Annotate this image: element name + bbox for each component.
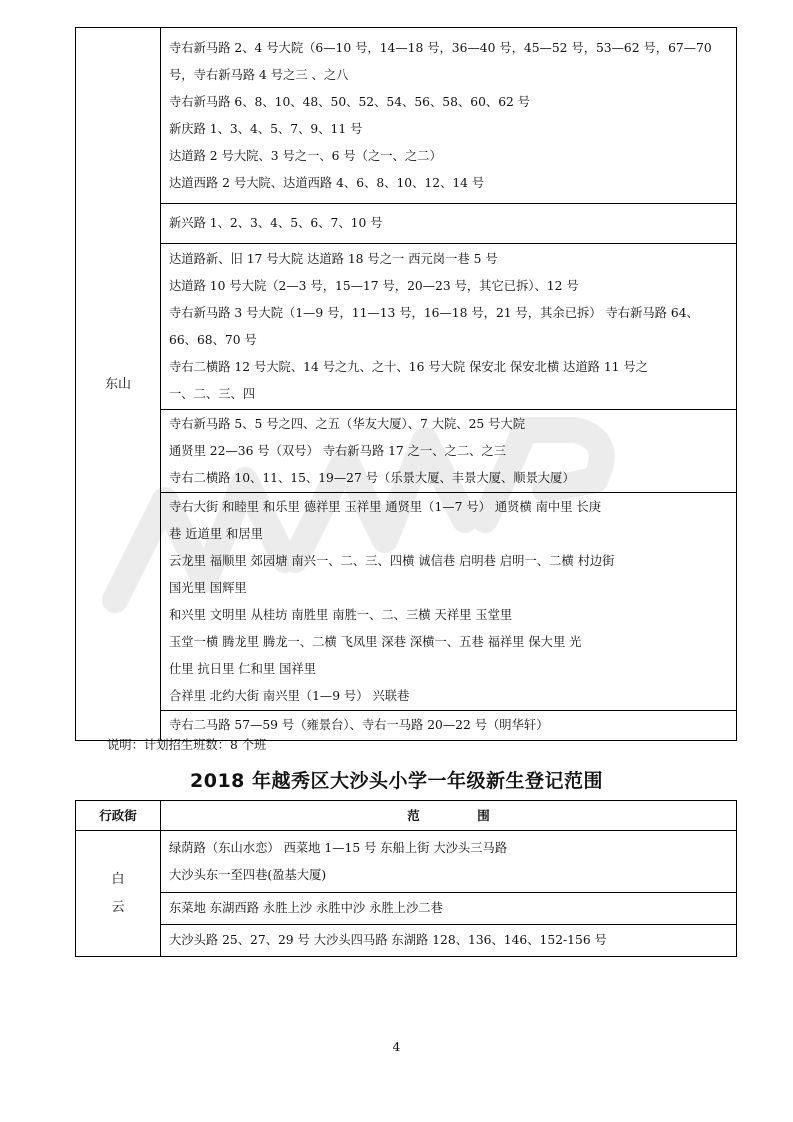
range-line: 达道西路 2 号大院、达道西路 4、6、8、10、12、14 号 — [169, 176, 485, 190]
range-cell — [161, 925, 737, 957]
range-line: 大沙头东一至四巷(盈基大厦) — [169, 868, 327, 882]
range-cell — [161, 831, 737, 893]
range-line: 东菜地 东湖西路 永胜上沙 永胜中沙 永胜上沙二巷 — [169, 901, 443, 915]
range-line: 新庆路 1、3、4、5、7、9、11 号 — [169, 122, 363, 136]
page-number: 4 — [392, 1040, 401, 1054]
range-line: 达道路 2 号大院、3 号之一、6 号（之一、之二） — [169, 149, 442, 163]
range-line: 仕里 抗日里 仁和里 国祥里 — [169, 662, 316, 676]
range-line: 通贤里 22—36 号（双号） 寺右新马路 17 之一、之二、之三 — [169, 444, 507, 458]
table-row — [76, 410, 737, 493]
table-row — [76, 204, 737, 244]
range-line: 巷 近道里 和居里 — [169, 527, 263, 541]
range-line: 寺右新马路 2、4 号大院（6—10 号，14—18 号，36—40 号，45—52 号，53—62 号，67—70 — [169, 41, 712, 55]
header-range — [161, 801, 737, 831]
range-line: 一、二、三、四 — [169, 387, 256, 401]
range-line: 寺右大街 和睦里 和乐里 德祥里 玉祥里 通贤里（1—7 号） 通贤横 南中里 长庚 — [169, 500, 602, 514]
range-line: 寺右新马路 3 号大院（1—9 号，11—13 号，16—18 号，21 号，其余已拆） 寺右新马路 64、 — [169, 306, 699, 320]
range-line: 寺右二横路 12 号大院、14 号之九、之十、16 号大院 保安北 保安北横 达道路 11 号之 — [169, 360, 648, 374]
range-line: 号，寺右新马路 4 号之三 、之八 — [169, 68, 349, 82]
table-row — [76, 831, 737, 893]
header-range-char: 范 — [407, 808, 420, 823]
district-cell — [76, 28, 161, 741]
table-header-row — [76, 801, 737, 831]
range-line: 玉堂一横 腾龙里 腾龙一、二横 飞凤里 深巷 深横一、五巷 福祥里 保大里 光 — [169, 635, 582, 649]
header-range-char: 围 — [477, 808, 490, 823]
table-row — [76, 244, 737, 410]
class-count-note: 说明：计划招生班数：8 个班 — [107, 738, 267, 752]
range-line: 新兴路 1、2、3、4、5、6、7、10 号 — [169, 216, 383, 230]
range-line: 寺右二马路 57—59 号（雍景台）、寺右一马路 20—22 号（明华轩） — [169, 718, 549, 732]
range-line: 云龙里 福顺里 郊园塘 南兴一、二、三、四横 诚信巷 启明巷 启明一、二横 村边街 — [169, 554, 615, 568]
range-line: 寺右新马路 5、5 号之四、之五（华友大厦）、7 大院、25 号大院 — [169, 417, 526, 431]
enrollment-table-dongshan — [75, 27, 737, 741]
range-cell — [161, 893, 737, 925]
district-char: 云 — [111, 899, 125, 915]
table-row — [76, 493, 737, 711]
range-cell — [161, 244, 737, 410]
table-row — [76, 28, 737, 204]
range-line: 达道路新、旧 17 号大院 达道路 18 号之一 西元岗一巷 5 号 — [169, 252, 498, 266]
table-row — [76, 893, 737, 925]
page-title: 2018 年越秀区大沙头小学一年级新生登记范围 — [190, 770, 603, 792]
range-line: 66、68、70 号 — [169, 333, 257, 347]
range-line: 和兴里 文明里 从桂坊 南胜里 南胜一、二、三横 天祥里 玉堂里 — [169, 608, 513, 622]
range-line: 达道路 10 号大院（2—3 号，15—17 号，20—23 号，其它已拆）、12 号 — [169, 279, 579, 293]
district-label: 东山 — [104, 376, 131, 392]
range-line: 国光里 国辉里 — [169, 581, 247, 595]
range-line: 大沙头路 25、27、29 号 大沙头四马路 东湖路 128、136、146、152-156 号 — [169, 933, 607, 947]
range-cell — [161, 410, 737, 493]
range-line: 寺右新马路 6、8、10、48、50、52、54、56、58、60、62 号 — [169, 95, 531, 109]
range-cell — [161, 28, 737, 204]
enrollment-table-baiyun — [75, 800, 737, 957]
range-line: 寺右二横路 10、11、15、19—27 号（乐景大厦、丰景大厦、顺景大厦） — [169, 471, 575, 485]
range-cell — [161, 204, 737, 244]
range-line: 合祥里 北约大街 南兴里（1—9 号） 兴联巷 — [169, 689, 410, 703]
range-line: 绿荫路（东山水恋） 西菜地 1—15 号 东船上街 大沙头三马路 — [169, 841, 508, 855]
table-row — [76, 925, 737, 957]
district-char: 白 — [111, 871, 125, 887]
header-district: 行政街 — [76, 801, 161, 831]
range-cell — [161, 493, 737, 711]
district-cell — [76, 831, 161, 957]
